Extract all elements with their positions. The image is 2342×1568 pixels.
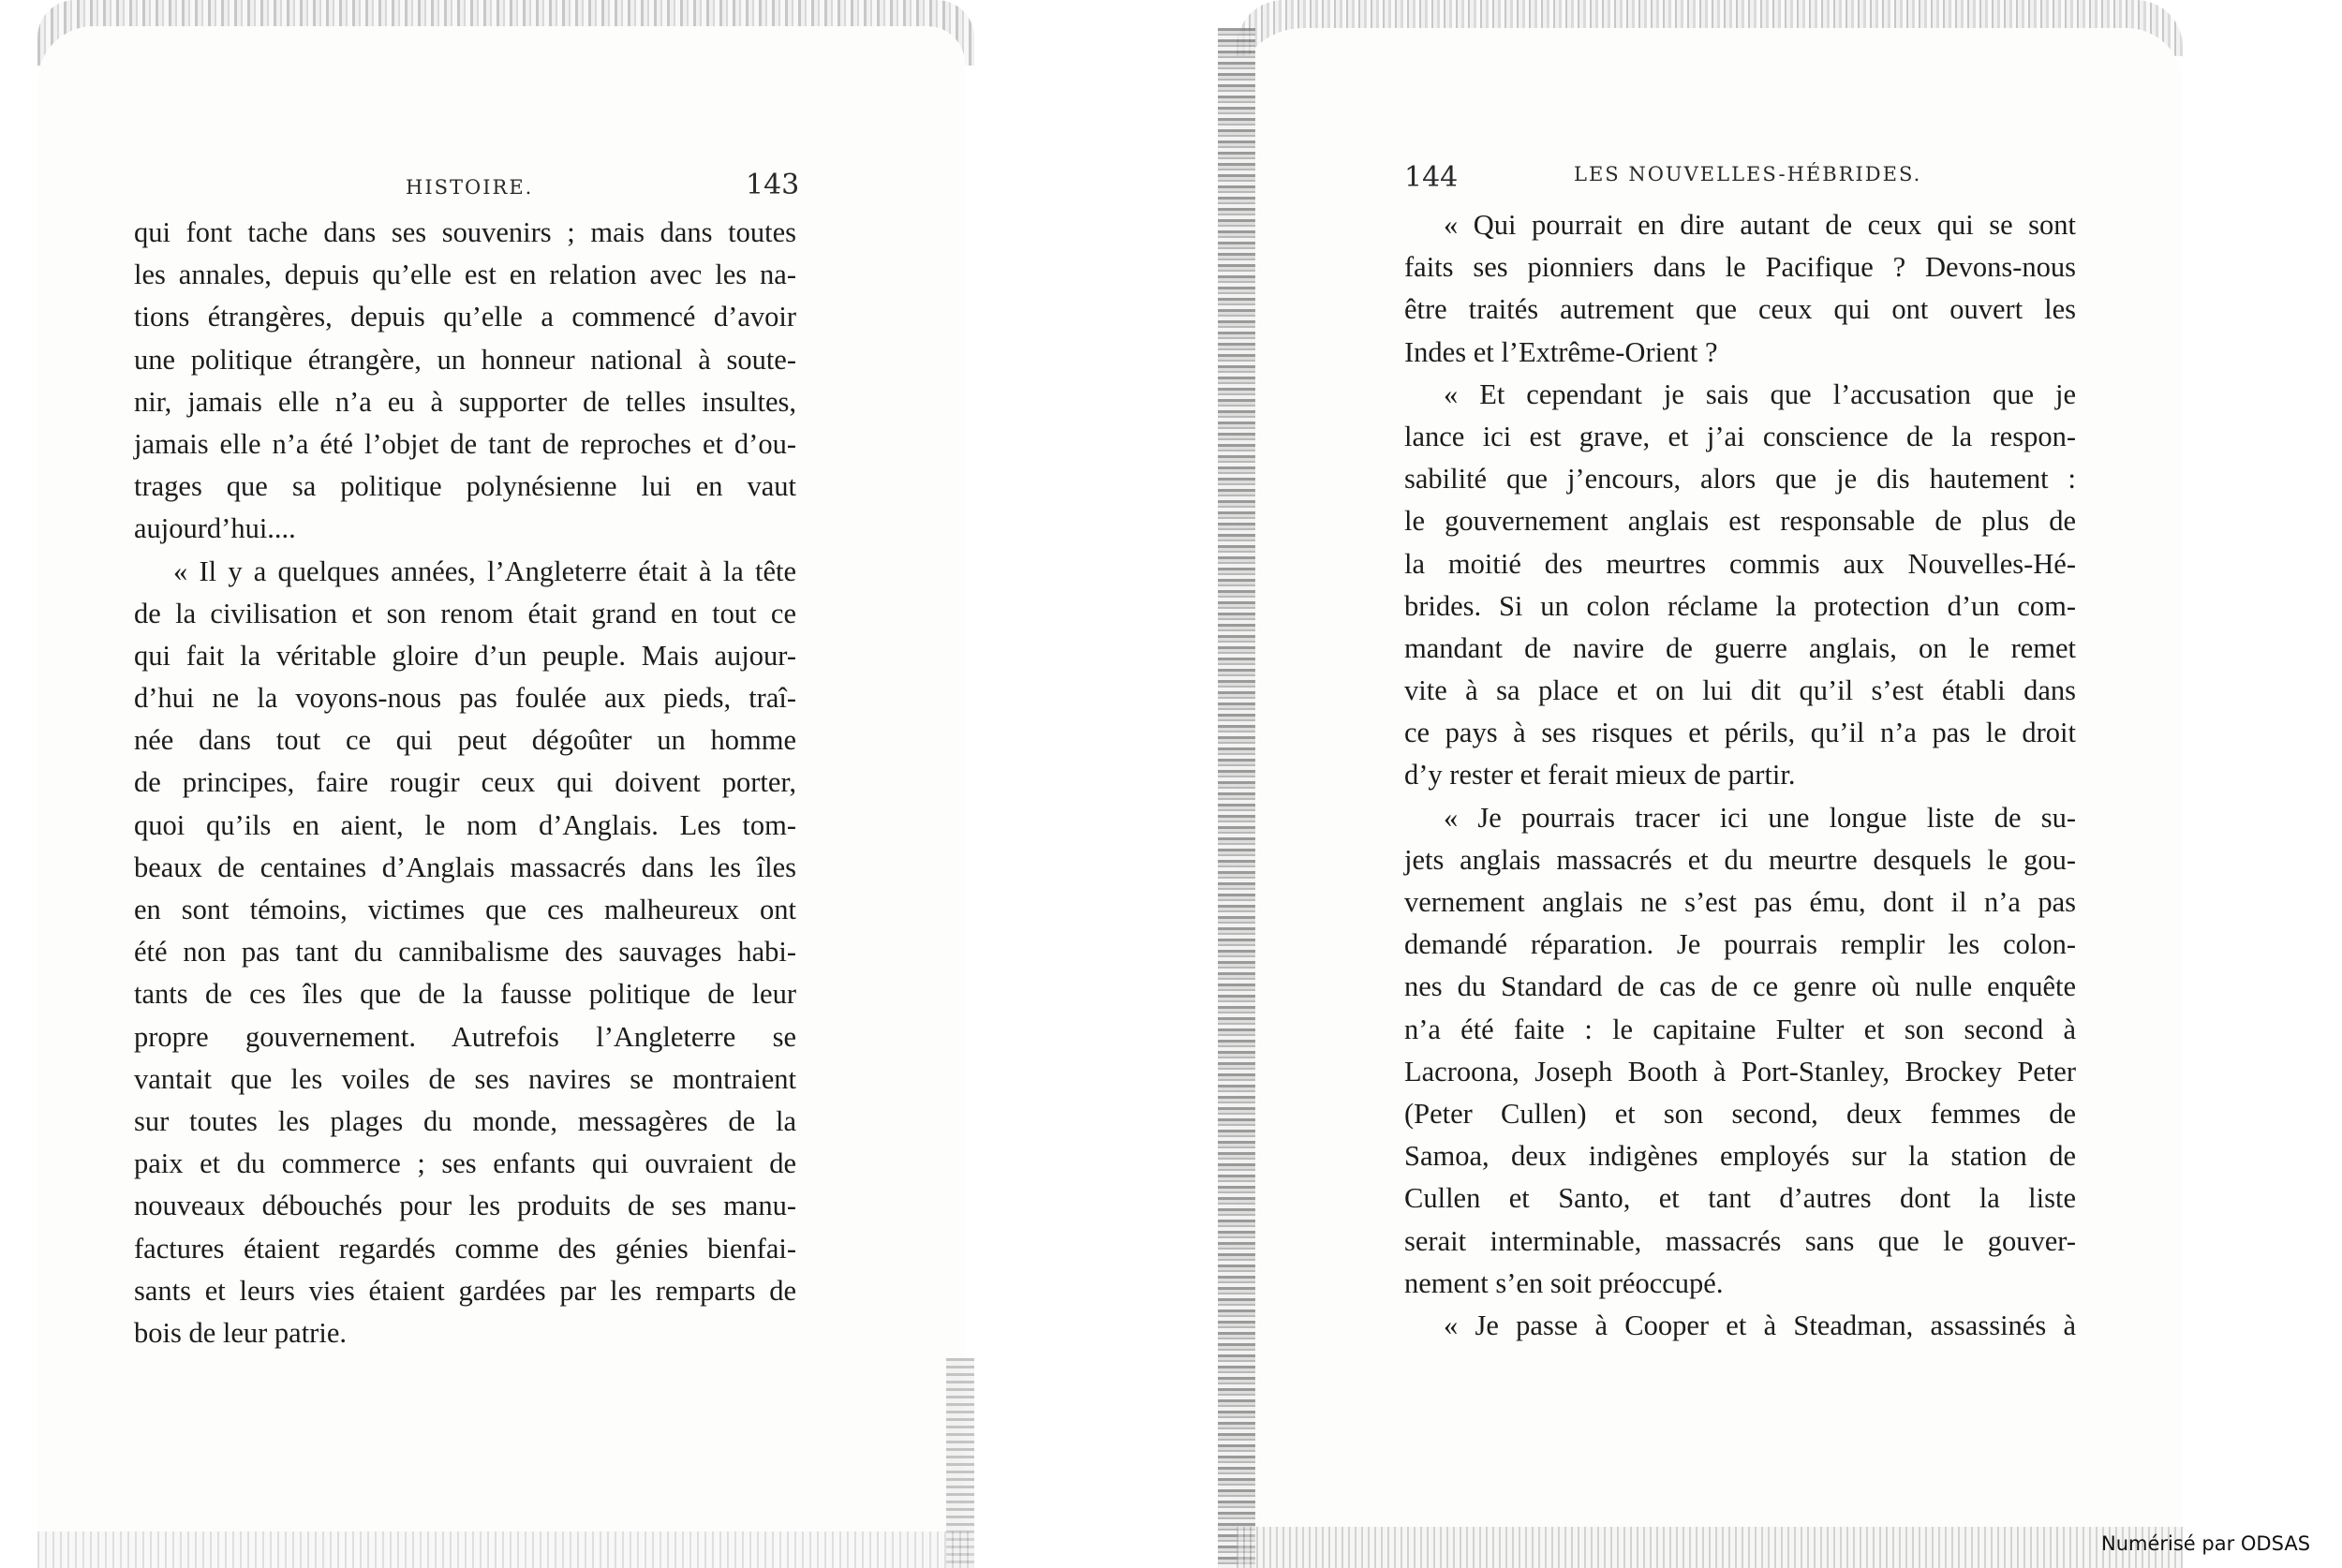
left-page-text bbox=[134, 212, 796, 1354]
text-line: nir, jamais elle n’a eu à supporter de telles insultes, bbox=[134, 385, 796, 418]
left-running-head: HISTOIRE. bbox=[406, 176, 534, 199]
text-line: Indes et l’Extrême-Orient ? bbox=[1404, 335, 1718, 368]
text-line: trages que sa politique polynésienne lui en vaut bbox=[134, 470, 796, 503]
text-line: vernement anglais ne s’est pas ému, dont il n’a pas bbox=[1404, 886, 2076, 918]
text-line: d’hui ne la voyons-nous pas foulée aux pieds, traî- bbox=[134, 682, 796, 715]
text-line: née dans tout ce qui peut dégoûter un homme bbox=[134, 724, 796, 757]
right-page-number: 144 bbox=[1404, 161, 1459, 194]
text-line: ce pays à ses risques et périls, qu’il n’a pas le droit bbox=[1404, 717, 2076, 749]
text-line: être traités autrement que ceux qui ont ouvert les bbox=[1404, 293, 2076, 326]
text-line: paix et du commerce ; ses enfants qui ouvraient de bbox=[134, 1147, 796, 1180]
text-line: brides. Si un colon réclame la protection d’un com- bbox=[1404, 589, 2076, 622]
text-line: beaux de centaines d’Anglais massacrés dans les îles bbox=[134, 851, 796, 883]
page-edge-noise bbox=[1237, 1527, 2183, 1568]
text-line: nes du Standard de cas de ce genre où nulle enquête bbox=[1404, 970, 2076, 1003]
text-line: la moitié des meurtres commis aux Nouvelles-Hé- bbox=[1404, 547, 2076, 580]
text-line: demandé réparation. Je pourrais remplir les colon- bbox=[1404, 928, 2076, 961]
text-line: en sont témoins, victimes que ces malheureux ont bbox=[134, 894, 796, 925]
text-line: d’y rester et ferait mieux de partir. bbox=[1404, 759, 1796, 791]
text-line: serait interminable, massacrés sans que le gouver- bbox=[1404, 1224, 2076, 1257]
text-line: sants et leurs vies étaient gardées par les remparts de bbox=[134, 1274, 796, 1307]
text-line: bois de leur patrie. bbox=[134, 1316, 347, 1349]
text-line: n’a été faite : le capitaine Fulter et son second à bbox=[1404, 1013, 2076, 1045]
text-line: Cullen et Santo, et tant d’autres dont la liste bbox=[1404, 1182, 2076, 1215]
page-edge-noise bbox=[37, 1531, 974, 1568]
text-line: aujourd’hui.... bbox=[134, 512, 296, 545]
text-line: « Et cependant je sais que l’accusation que je bbox=[1444, 377, 2076, 410]
text-line: les annales, depuis qu’elle est en relation avec les na- bbox=[134, 259, 796, 291]
text-line: mandant de navire de guerre anglais, on le remet bbox=[1404, 631, 2076, 664]
text-line: de principes, faire rougir ceux qui doivent porter, bbox=[134, 766, 796, 799]
text-line: tions étrangères, depuis qu’elle a commencé d’avoir bbox=[134, 301, 796, 333]
text-line: jets anglais massacrés et du meurtre desquels le gou- bbox=[1404, 843, 2076, 876]
text-line: Samoa, deux indigènes employés sur la station de bbox=[1404, 1140, 2076, 1173]
text-line: Lacroona, Joseph Booth à Port-Stanley, Brockey Peter bbox=[1404, 1055, 2076, 1087]
text-line: lance ici est grave, et j’ai conscience de la respon- bbox=[1404, 420, 2076, 452]
text-line: nement s’en soit préoccupé. bbox=[1404, 1266, 1724, 1299]
text-line: « Qui pourrait en dire autant de ceux qui se sont bbox=[1444, 209, 2076, 241]
text-line: vite à sa place et on lui dit qu’il s’est établi dans bbox=[1404, 674, 2076, 707]
page-edge-noise bbox=[1218, 28, 1255, 1568]
text-line: (Peter Cullen) et son second, deux femmes de bbox=[1404, 1097, 2076, 1130]
text-line: une politique étrangère, un honneur national à soute- bbox=[134, 343, 796, 376]
text-line: qui fait la véritable gloire d’un peuple. Mais aujour- bbox=[134, 639, 796, 672]
left-page-number: 143 bbox=[746, 169, 800, 201]
text-line: qui font tache dans ses souvenirs ; mais dans toutes bbox=[134, 216, 796, 248]
text-line: nouveaux débouchés pour les produits de ses manu- bbox=[134, 1190, 796, 1222]
text-line: factures étaient regardés comme des génies bienfai- bbox=[134, 1232, 796, 1265]
text-line: tants de ces îles que de la fausse politique de leur bbox=[134, 978, 796, 1011]
text-line: le gouvernement anglais est responsable de plus de bbox=[1404, 505, 2076, 538]
right-running-head: LES NOUVELLES-HÉBRIDES. bbox=[1574, 163, 1922, 185]
text-line: vantait que les voiles de ses navires se montraient bbox=[134, 1062, 796, 1095]
text-line: faits ses pionniers dans le Pacifique ? Devons-nous bbox=[1404, 251, 2076, 284]
text-line: « Il y a quelques années, l’Angleterre était à la tête bbox=[173, 555, 796, 587]
digitization-watermark: Numérisé par ODSAS bbox=[2101, 1532, 2311, 1555]
text-line: « Je pourrais tracer ici une longue liste de su- bbox=[1444, 801, 2076, 834]
text-line: été non pas tant du cannibalisme des sauvages habi- bbox=[134, 936, 796, 969]
text-line: jamais elle n’a été l’objet de tant de reproches et d’ou- bbox=[134, 427, 796, 460]
text-line: sabilité que j’encours, alors que je dis hautement : bbox=[1404, 463, 2076, 496]
text-line: sur toutes les plages du monde, messagères de la bbox=[134, 1104, 796, 1137]
text-line: « Je passe à Cooper et à Steadman, assassinés à bbox=[1444, 1309, 2076, 1341]
text-line: propre gouvernement. Autrefois l’Angleterre se bbox=[134, 1020, 796, 1053]
right-page-text bbox=[1404, 204, 2076, 1347]
text-line: de la civilisation et son renom était grand en tout ce bbox=[134, 597, 796, 629]
text-line: quoi qu’ils en aient, le nom d’Anglais. Les tom- bbox=[134, 808, 796, 841]
